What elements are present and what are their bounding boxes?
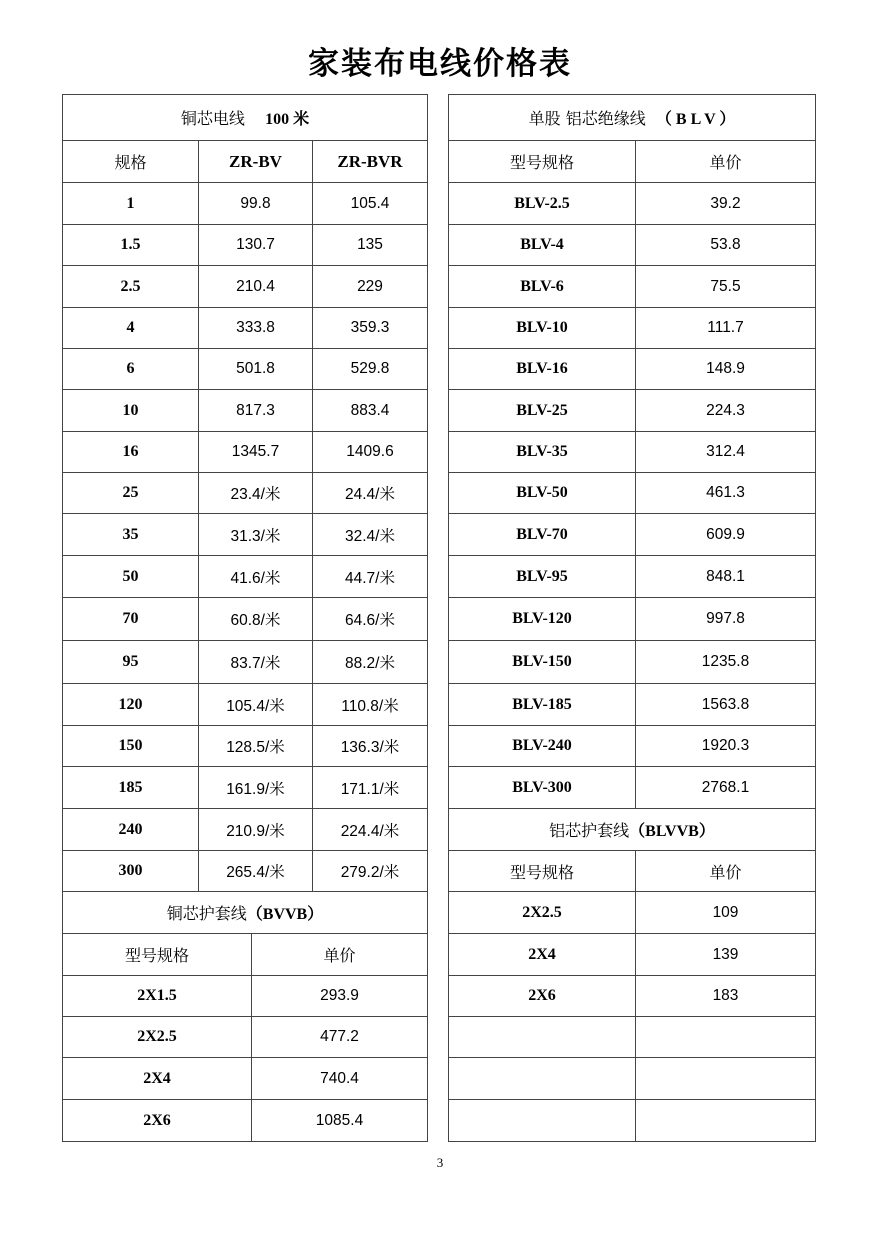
copper-wire-row (63, 432, 428, 473)
aluminum-price-cell: 461.3 (636, 473, 816, 514)
zrbv-price-cell: 1345.7 (199, 432, 313, 473)
copper-spec-cell: 10 (63, 390, 199, 432)
copper-wire-header-length: 100 米 (265, 111, 310, 128)
aluminum-price-cell: 848.1 (636, 556, 816, 598)
aluminum-price-table (448, 94, 816, 1142)
aluminum-wire-row (449, 390, 816, 432)
aluminum-price-cell: 75.5 (636, 266, 816, 308)
aluminum-wire-row (449, 308, 816, 349)
copper-sheathed-col-row (63, 934, 428, 976)
page-number: 3 (436, 1155, 444, 1170)
aluminum-model-cell: BLV-50 (449, 473, 636, 514)
zrbvr-price-cell: 105.4 (313, 183, 428, 225)
aluminum-wire-row (449, 641, 816, 684)
zrbv-price-cell: 105.4/米 (199, 684, 313, 726)
empty-cell (636, 1058, 816, 1100)
zrbv-price-cell: 265.4/米 (199, 851, 313, 892)
aluminum-model-cell: BLV-6 (449, 266, 636, 308)
copper-sheathed-model-cell: 2X6 (63, 1100, 252, 1142)
aluminum-price-cell: 997.8 (636, 598, 816, 641)
copper-spec-cell: 4 (63, 308, 199, 349)
aluminum-sheathed-header-code: （BLVVB） (629, 823, 715, 840)
zrbvr-price-cell: 44.7/米 (313, 556, 428, 598)
copper-wire-row (63, 726, 428, 767)
aluminum-sheathed-price-cell: 109 (636, 892, 816, 934)
copper-wire-row (63, 598, 428, 641)
zrbv-price-cell: 333.8 (199, 308, 313, 349)
aluminum-price-cell: 224.3 (636, 390, 816, 432)
copper-sheathed-col-model: 型号规格 (63, 934, 252, 976)
copper-spec-cell: 25 (63, 473, 199, 514)
aluminum-wire-row (449, 556, 816, 598)
copper-spec-cell: 1.5 (63, 225, 199, 266)
aluminum-model-cell: BLV-240 (449, 726, 636, 767)
aluminum-wire-row (449, 514, 816, 556)
copper-col-zrbvr: ZR-BVR (313, 141, 428, 183)
copper-wire-row (63, 684, 428, 726)
aluminum-price-cell: 609.9 (636, 514, 816, 556)
zrbvr-price-cell: 171.1/米 (313, 767, 428, 809)
aluminum-wire-row (449, 432, 816, 473)
aluminum-model-cell: BLV-4 (449, 225, 636, 266)
aluminum-sheathed-model-cell: 2X2.5 (449, 892, 636, 934)
aluminum-sheathed-row (449, 976, 816, 1017)
aluminum-wire-row (449, 767, 816, 809)
copper-sheathed-col-price: 单价 (252, 934, 428, 976)
zrbvr-price-cell: 136.3/米 (313, 726, 428, 767)
copper-sheathed-row (63, 1058, 428, 1100)
zrbvr-price-cell: 135 (313, 225, 428, 266)
copper-price-table (62, 94, 428, 1142)
copper-spec-cell: 120 (63, 684, 199, 726)
copper-wire-row (63, 641, 428, 684)
aluminum-sheathed-price-cell: 183 (636, 976, 816, 1017)
aluminum-sheathed-col-model: 型号规格 (449, 851, 636, 892)
copper-spec-cell: 150 (63, 726, 199, 767)
aluminum-sheathed-col-price: 单价 (636, 851, 816, 892)
zrbv-price-cell: 31.3/米 (199, 514, 313, 556)
aluminum-wire-header (449, 95, 816, 141)
empty-cell (449, 1058, 636, 1100)
copper-wire-row (63, 851, 428, 892)
aluminum-sheathed-header (449, 809, 816, 851)
zrbvr-price-cell: 1409.6 (313, 432, 428, 473)
copper-sheathed-row (63, 1100, 428, 1142)
zrbv-price-cell: 210.9/米 (199, 809, 313, 851)
zrbv-price-cell: 60.8/米 (199, 598, 313, 641)
zrbvr-price-cell: 110.8/米 (313, 684, 428, 726)
zrbvr-price-cell: 88.2/米 (313, 641, 428, 684)
copper-wire-row (63, 514, 428, 556)
copper-wire-header-label: 铜芯电线 (180, 109, 245, 128)
copper-wire-row (63, 183, 428, 225)
copper-wire-row (63, 266, 428, 308)
zrbvr-price-cell: 64.6/米 (313, 598, 428, 641)
copper-spec-cell: 300 (63, 851, 199, 892)
zrbvr-price-cell: 359.3 (313, 308, 428, 349)
copper-sheathed-row (63, 1017, 428, 1058)
copper-sheathed-model-cell: 2X2.5 (63, 1017, 252, 1058)
aluminum-model-cell: BLV-185 (449, 684, 636, 726)
zrbv-price-cell: 23.4/米 (199, 473, 313, 514)
zrbv-price-cell: 128.5/米 (199, 726, 313, 767)
copper-spec-cell: 50 (63, 556, 199, 598)
aluminum-col-model: 型号规格 (449, 141, 636, 183)
copper-wire-row (63, 225, 428, 266)
copper-spec-cell: 1 (63, 183, 199, 225)
aluminum-wire-row (449, 266, 816, 308)
zrbvr-price-cell: 224.4/米 (313, 809, 428, 851)
zrbv-price-cell: 130.7 (199, 225, 313, 266)
copper-sheathed-price-cell: 477.2 (252, 1017, 428, 1058)
aluminum-model-cell: BLV-16 (449, 349, 636, 390)
copper-wire-row (63, 390, 428, 432)
copper-sheathed-model-cell: 2X1.5 (63, 976, 252, 1017)
empty-row (449, 1058, 816, 1100)
zrbv-price-cell: 210.4 (199, 266, 313, 308)
aluminum-price-cell: 2768.1 (636, 767, 816, 809)
zrbvr-price-cell: 279.2/米 (313, 851, 428, 892)
aluminum-price-cell: 111.7 (636, 308, 816, 349)
copper-sheathed-header-code: （BVVB） (246, 906, 324, 923)
zrbv-price-cell: 161.9/米 (199, 767, 313, 809)
aluminum-wire-row (449, 349, 816, 390)
aluminum-price-cell: 1235.8 (636, 641, 816, 684)
empty-row (449, 1100, 816, 1142)
copper-wire-row (63, 767, 428, 809)
copper-wire-row (63, 308, 428, 349)
aluminum-price-cell: 312.4 (636, 432, 816, 473)
copper-spec-cell: 16 (63, 432, 199, 473)
aluminum-model-cell: BLV-70 (449, 514, 636, 556)
zrbv-price-cell: 83.7/米 (199, 641, 313, 684)
aluminum-sheathed-row (449, 892, 816, 934)
aluminum-price-cell: 39.2 (636, 183, 816, 225)
copper-spec-cell: 240 (63, 809, 199, 851)
aluminum-wire-row (449, 225, 816, 266)
empty-cell (449, 1017, 636, 1058)
copper-wire-row (63, 473, 428, 514)
aluminum-model-cell: BLV-35 (449, 432, 636, 473)
aluminum-model-cell: BLV-150 (449, 641, 636, 684)
aluminum-wire-row (449, 473, 816, 514)
aluminum-sheathed-model-cell: 2X6 (449, 976, 636, 1017)
aluminum-sheathed-price-cell: 139 (636, 934, 816, 976)
zrbv-price-cell: 501.8 (199, 349, 313, 390)
aluminum-wire-header-code: （ B L V ） (655, 111, 736, 128)
aluminum-model-cell: BLV-120 (449, 598, 636, 641)
zrbvr-price-cell: 32.4/米 (313, 514, 428, 556)
copper-spec-cell: 6 (63, 349, 199, 390)
aluminum-model-cell: BLV-25 (449, 390, 636, 432)
copper-spec-cell: 35 (63, 514, 199, 556)
aluminum-price-cell: 148.9 (636, 349, 816, 390)
empty-cell (449, 1100, 636, 1142)
aluminum-price-cell: 1563.8 (636, 684, 816, 726)
aluminum-sheathed-row (449, 934, 816, 976)
zrbvr-price-cell: 229 (313, 266, 428, 308)
copper-sheathed-model-cell: 2X4 (63, 1058, 252, 1100)
aluminum-sheathed-model-cell: 2X4 (449, 934, 636, 976)
empty-cell (636, 1100, 816, 1142)
aluminum-col-price: 单价 (636, 141, 816, 183)
aluminum-wire-row (449, 684, 816, 726)
aluminum-sheathed-col-row (449, 851, 816, 892)
copper-sheathed-header (63, 892, 428, 934)
copper-spec-cell: 70 (63, 598, 199, 641)
copper-sheathed-header-label: 铜芯护套线 (166, 904, 247, 923)
copper-wire-header (63, 95, 428, 141)
copper-wire-row (63, 809, 428, 851)
aluminum-model-cell: BLV-10 (449, 308, 636, 349)
copper-spec-cell: 2.5 (63, 266, 199, 308)
empty-row (449, 1017, 816, 1058)
aluminum-model-cell: BLV-300 (449, 767, 636, 809)
aluminum-wire-row (449, 726, 816, 767)
aluminum-wire-row (449, 598, 816, 641)
aluminum-sheathed-header-label: 铝芯护套线 (549, 821, 630, 840)
copper-sheathed-price-cell: 1085.4 (252, 1100, 428, 1142)
aluminum-price-cell: 53.8 (636, 225, 816, 266)
copper-sheathed-header-row (63, 892, 428, 934)
empty-cell (636, 1017, 816, 1058)
aluminum-model-cell: BLV-95 (449, 556, 636, 598)
zrbv-price-cell: 41.6/米 (199, 556, 313, 598)
copper-sheathed-price-cell: 740.4 (252, 1058, 428, 1100)
zrbvr-price-cell: 24.4/米 (313, 473, 428, 514)
copper-spec-cell: 95 (63, 641, 199, 684)
zrbv-price-cell: 817.3 (199, 390, 313, 432)
copper-col-spec: 规格 (63, 141, 199, 183)
copper-wire-row (63, 556, 428, 598)
aluminum-model-cell: BLV-2.5 (449, 183, 636, 225)
aluminum-sheathed-header-row (449, 809, 816, 851)
aluminum-price-cell: 1920.3 (636, 726, 816, 767)
zrbvr-price-cell: 529.8 (313, 349, 428, 390)
copper-col-zrbv: ZR-BV (199, 141, 313, 183)
zrbv-price-cell: 99.8 (199, 183, 313, 225)
copper-spec-cell: 185 (63, 767, 199, 809)
zrbvr-price-cell: 883.4 (313, 390, 428, 432)
copper-sheathed-price-cell: 293.9 (252, 976, 428, 1017)
copper-sheathed-row (63, 976, 428, 1017)
aluminum-wire-header-label: 单股 铝芯绝缘线 (528, 109, 646, 128)
aluminum-wire-row (449, 183, 816, 225)
page-title: 家装布电线价格表 (308, 46, 572, 82)
copper-wire-row (63, 349, 428, 390)
